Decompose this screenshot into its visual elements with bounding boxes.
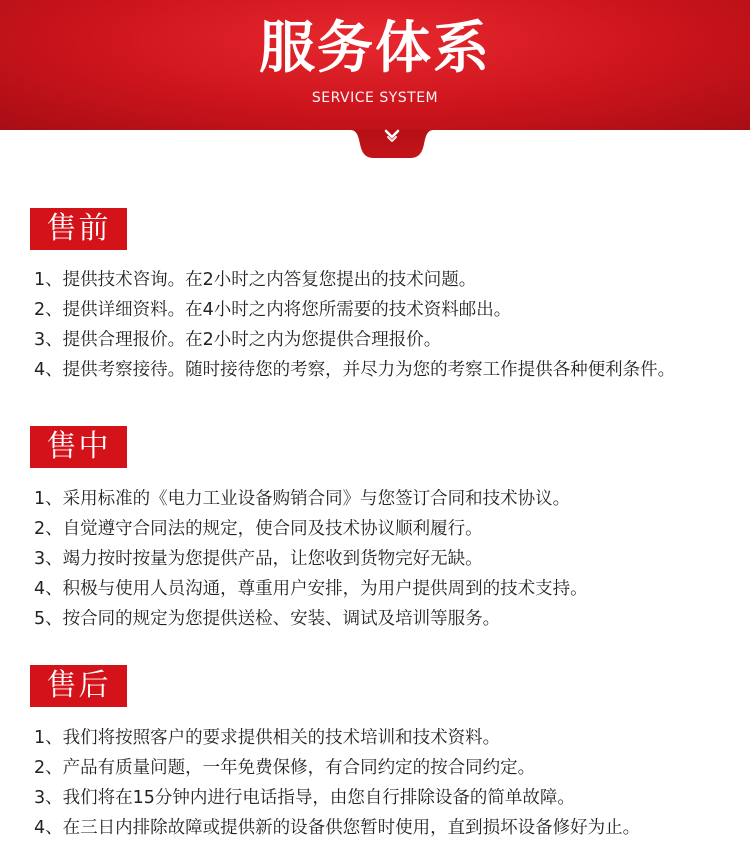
list-item: 1、采用标准的《电力工业设备购销合同》与您签订合同和技术协议。 [34, 489, 571, 509]
list-item: 3、提供合理报价。在2小时之内为您提供合理报价。 [34, 330, 442, 350]
section-heading-pre-sale: 售前 [30, 208, 127, 250]
list-item: 1、提供技术咨询。在2小时之内答复您提出的技术问题。 [34, 270, 477, 290]
list-item: 1、我们将按照客户的要求提供相关的技术培训和技术资料。 [34, 728, 501, 748]
list-item: 4、在三日内排除故障或提供新的设备供您暂时使用，直到损坏设备修好为止。 [34, 818, 641, 838]
list-item: 3、我们将在15分钟内进行电话指导，由您自行排除设备的简单故障。 [34, 788, 575, 808]
list-item: 5、按合同的规定为您提供送检、安装、调试及培训等服务。 [34, 609, 501, 629]
page-title: 服务体系 [259, 16, 491, 81]
after-sale-list [34, 723, 640, 843]
pre-sale-list [34, 265, 675, 385]
in-sale-list [34, 484, 588, 634]
list-item: 2、提供详细资料。在4小时之内将您所需要的技术资料邮出。 [34, 300, 512, 320]
list-item: 4、提供考察接待。随时接待您的考察，并尽力为您的考察工作提供各种便利条件。 [34, 360, 676, 380]
chevron-down-icon[interactable] [384, 128, 400, 142]
section-heading-in-sale: 售中 [30, 426, 127, 468]
list-item: 4、积极与使用人员沟通，尊重用户安排，为用户提供周到的技术支持。 [34, 579, 588, 599]
list-item: 2、产品有质量问题，一年免费保修，有合同约定的按合同约定。 [34, 758, 536, 778]
list-item: 3、竭力按时按量为您提供产品，让您收到货物完好无缺。 [34, 549, 483, 569]
page-subtitle: SERVICE SYSTEM [311, 90, 439, 106]
section-heading-after-sale: 售后 [30, 665, 127, 707]
header-banner [0, 0, 750, 130]
list-item: 2、自觉遵守合同法的规定，使合同及技术协议顺利履行。 [34, 519, 483, 539]
